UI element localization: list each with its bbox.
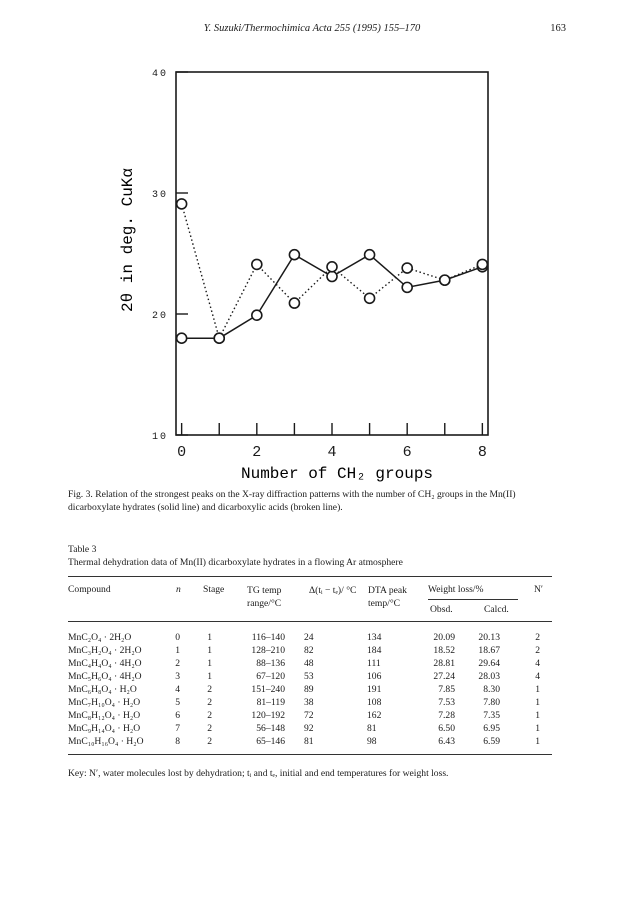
x-tick-label-4: 4 — [327, 444, 337, 461]
data-point-dotted — [440, 275, 450, 285]
table-cell-n-prime: 1 — [535, 723, 540, 734]
col-header-obsd: Obsd. — [430, 604, 453, 615]
table-cell-tg-range: 151–240 — [251, 684, 285, 695]
table-cell-compound: MnC₅H₆O₄ · 4H₂O — [68, 671, 142, 682]
table-cell-n: 3 — [175, 671, 180, 682]
table-key: Key: N′, water molecules lost by dehydration; tᵢ and tₑ, initial and end temperatures for weight loss. — [68, 768, 449, 779]
table-cell-n-prime: 1 — [535, 710, 540, 721]
axis-ticks — [152, 69, 487, 461]
table-cell-delta-t: 48 — [304, 658, 314, 669]
table-cell-compound: MnC₆H₈O₄ · H₂O — [68, 684, 137, 695]
table-cell-n: 6 — [175, 710, 180, 721]
table-cell-n: 4 — [175, 684, 180, 695]
table-cell-stage: 2 — [207, 723, 212, 734]
table-cell-stage: 1 — [207, 671, 212, 682]
data-point-dotted — [327, 262, 337, 272]
table-cell-obsd: 28.81 — [433, 658, 455, 669]
table-cell-calcd: 18.67 — [478, 645, 500, 656]
table-cell-dta-peak: 111 — [367, 658, 381, 669]
table-bottom-rule — [68, 754, 552, 755]
y-tick-label-10: 10 — [151, 432, 168, 443]
table-cell-dta-peak: 108 — [367, 697, 382, 708]
col-header-compound: Compound — [68, 584, 111, 595]
x-tick-label-0: 0 — [177, 444, 187, 461]
table-cell-compound: MnC₁₀H₁₆O₄ · H₂O — [68, 736, 144, 747]
table-cell-stage: 2 — [207, 736, 212, 747]
table-cell-n-prime: 2 — [535, 632, 540, 643]
table-cell-dta-peak: 81 — [367, 723, 377, 734]
data-point-solid — [177, 333, 187, 343]
weight-loss-subrule — [428, 599, 518, 600]
table-cell-delta-t: 72 — [304, 710, 314, 721]
table-cell-delta-t: 92 — [304, 723, 314, 734]
plot-border — [176, 72, 488, 435]
table-cell-compound: MnC₂O₄ · 2H₂O — [68, 632, 132, 643]
table-cell-obsd: 6.43 — [438, 736, 455, 747]
table-cell-obsd: 18.52 — [433, 645, 455, 656]
table-cell-dta-peak: 184 — [367, 645, 382, 656]
table-cell-stage: 2 — [207, 710, 212, 721]
x-axis-label: Number of CH₂ groups — [240, 465, 434, 483]
table-cell-calcd: 7.35 — [483, 710, 500, 721]
data-point-dotted — [289, 298, 299, 308]
plot-frame — [176, 72, 488, 435]
table-cell-calcd: 8.30 — [483, 684, 500, 695]
y-tick-label-40: 40 — [151, 69, 168, 80]
col-header-weight-loss: Weight loss/% — [428, 584, 484, 595]
table-cell-tg-range: 56–148 — [256, 723, 285, 734]
table-cell-obsd: 6.50 — [438, 723, 455, 734]
col-header-tg: TG temp range/°C — [247, 585, 282, 609]
table-cell-n-prime: 4 — [535, 671, 540, 682]
table-title: Thermal dehydration data of Mn(II) dicarboxylate hydrates in a flowing Ar atmosphere — [68, 557, 403, 568]
table-cell-obsd: 20.09 — [433, 632, 455, 643]
table-cell-stage: 1 — [207, 658, 212, 669]
data-point-dotted — [214, 333, 224, 343]
table-cell-tg-range: 65–146 — [256, 736, 285, 747]
table-cell-n-prime: 1 — [535, 736, 540, 747]
x-tick-label-6: 6 — [402, 444, 412, 461]
table-cell-tg-range: 120–192 — [251, 710, 285, 721]
col-header-dta: DTA peak temp/°C — [368, 585, 407, 609]
table-cell-dta-peak: 191 — [367, 684, 382, 695]
table-cell-n: 8 — [175, 736, 180, 747]
table-cell-n: 5 — [175, 697, 180, 708]
table-cell-tg-range: 116–140 — [251, 632, 285, 643]
table-cell-n-prime: 4 — [535, 658, 540, 669]
table-cell-delta-t: 24 — [304, 632, 314, 643]
table-cell-delta-t: 89 — [304, 684, 314, 695]
table-cell-n: 7 — [175, 723, 180, 734]
table-cell-obsd: 7.28 — [438, 710, 455, 721]
table-cell-calcd: 20.13 — [478, 632, 500, 643]
table-cell-dta-peak: 98 — [367, 736, 377, 747]
table-cell-stage: 1 — [207, 632, 212, 643]
table-top-rule — [68, 576, 552, 577]
table-cell-calcd: 28.03 — [478, 671, 500, 682]
data-point-dotted — [177, 199, 187, 209]
table-cell-n: 1 — [175, 645, 180, 656]
y-tick-label-30: 30 — [151, 190, 168, 201]
table-cell-obsd: 7.53 — [438, 697, 455, 708]
col-header-stage: Stage — [203, 584, 225, 595]
data-point-solid — [327, 271, 337, 281]
col-header-n-prime: N′ — [534, 584, 544, 595]
y-tick-label-20: 20 — [151, 311, 168, 322]
data-point-solid — [289, 250, 299, 260]
table-cell-n-prime: 1 — [535, 684, 540, 695]
table-cell-tg-range: 67–120 — [256, 671, 285, 682]
col-header-delta: Δ(tᵢ − tₑ)/ °C — [309, 585, 357, 596]
table-label: Table 3 — [68, 544, 97, 555]
table-cell-dta-peak: 106 — [367, 671, 382, 682]
table-cell-delta-t: 53 — [304, 671, 314, 682]
data-point-dotted — [252, 259, 262, 269]
data-point-solid — [402, 282, 412, 292]
data-point-solid — [365, 250, 375, 260]
table-cell-stage: 2 — [207, 697, 212, 708]
figure-caption: Fig. 3. Relation of the strongest peaks on the X-ray diffraction patterns with the number of CH₂ groups in the Mn(II) dicarboxylate hydrates (solid line) and dicarboxylic acids (broken line). — [68, 489, 516, 513]
x-tick-label-8: 8 — [477, 444, 487, 461]
data-point-dotted — [402, 263, 412, 273]
table-cell-dta-peak: 134 — [367, 632, 382, 643]
page-number: 163 — [550, 23, 566, 34]
table-cell-delta-t: 81 — [304, 736, 314, 747]
table-cell-calcd: 7.80 — [483, 697, 500, 708]
table-cell-tg-range: 128–210 — [251, 645, 285, 656]
table-cell-calcd: 29.64 — [478, 658, 500, 669]
table-cell-obsd: 7.85 — [438, 684, 455, 695]
table-cell-compound: MnC₃H₂O₄ · 2H₂O — [68, 645, 142, 656]
y-axis-label: 2θ in deg. CuKα — [119, 167, 137, 313]
data-point-dotted — [477, 259, 487, 269]
col-header-calcd: Calcd. — [484, 604, 509, 615]
running-title: Y. Suzuki/Thermochimica Acta 255 (1995) 155–170 — [203, 23, 421, 34]
table-cell-n-prime: 2 — [535, 645, 540, 656]
col-header-n: n — [176, 584, 181, 595]
table-cell-stage: 1 — [207, 645, 212, 656]
table-cell-compound: MnC₇H₁₀O₄ · H₂O — [68, 697, 141, 708]
table-cell-calcd: 6.59 — [483, 736, 500, 747]
data-point-dotted — [365, 293, 375, 303]
table-cell-delta-t: 82 — [304, 645, 314, 656]
table-cell-delta-t: 38 — [304, 697, 314, 708]
table-cell-n-prime: 1 — [535, 697, 540, 708]
table-cell-stage: 2 — [207, 684, 212, 695]
table-cell-n: 0 — [175, 632, 180, 643]
table-cell-n: 2 — [175, 658, 180, 669]
table-cell-tg-range: 81–119 — [256, 697, 285, 708]
table-header-rule — [68, 621, 552, 622]
table-cell-compound: MnC₈H₁₂O₄ · H₂O — [68, 710, 141, 721]
table-cell-calcd: 6.95 — [483, 723, 500, 734]
x-tick-label-2: 2 — [252, 444, 262, 461]
table-cell-dta-peak: 162 — [367, 710, 382, 721]
table-cell-tg-range: 88–136 — [256, 658, 285, 669]
table-cell-compound: MnC₉H₁₄O₄ · H₂O — [68, 723, 141, 734]
table-cell-compound: MnC₄H₄O₄ · 4H₂O — [68, 658, 142, 669]
series-markers — [177, 199, 488, 343]
data-point-solid — [252, 310, 262, 320]
table-cell-obsd: 27.24 — [433, 671, 455, 682]
